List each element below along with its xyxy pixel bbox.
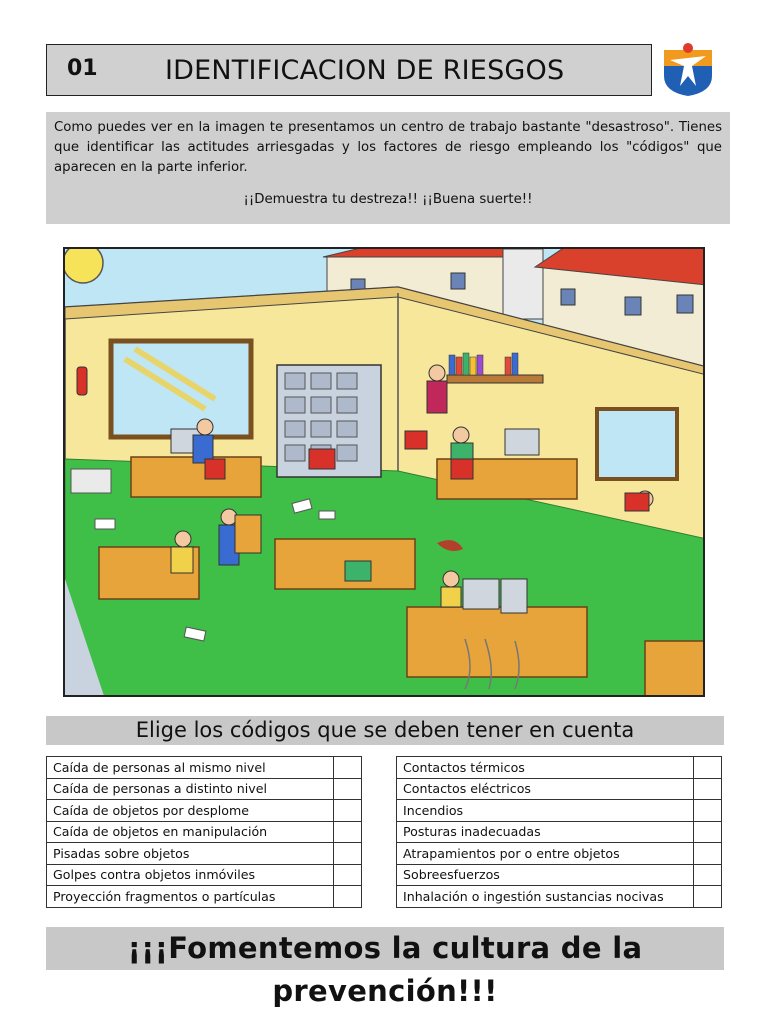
table-row [47,864,362,886]
sun-icon [65,249,103,283]
codes-table-right [396,756,722,908]
code-label: Inhalación o ingestión sustancias nocivas [397,886,694,908]
title-bar [46,44,652,96]
codes-heading: Elige los códigos que se deben tener en cuenta [46,716,724,745]
instructions-panel [46,112,730,224]
instructions-text: Como puedes ver en la imagen te presentamos un centro de trabajo bastante "desastroso". Tienes que identificar las actitudes arriesgadas y los factores de riesgo empleando los "códigos" que aparecen en la parte inferior. [54,120,722,175]
code-checkbox[interactable] [334,843,362,865]
code-checkbox[interactable] [694,821,722,843]
table-row [47,843,362,865]
code-checkbox[interactable] [334,800,362,822]
table-row [397,843,722,865]
code-checkbox[interactable] [694,800,722,822]
code-label: Golpes contra objetos inmóviles [47,864,334,886]
code-checkbox[interactable] [334,864,362,886]
code-label: Atrapamientos por o entre objetos [397,843,694,865]
code-label: Caída de objetos en manipulación [47,821,334,843]
code-checkbox[interactable] [334,757,362,779]
code-label: Incendios [397,800,694,822]
code-checkbox[interactable] [694,886,722,908]
code-label: Pisadas sobre objetos [47,843,334,865]
table-row [397,886,722,908]
code-checkbox[interactable] [334,778,362,800]
code-label: Caída de personas a distinto nivel [47,778,334,800]
table-row [47,821,362,843]
prevention-logo-icon [660,42,716,98]
sheet-number: 01 [67,56,98,81]
code-label: Caída de personas al mismo nivel [47,757,334,779]
table-row [47,778,362,800]
code-checkbox[interactable] [694,778,722,800]
table-row [397,757,722,779]
office-scene-drawing [65,249,705,697]
prevention-banner: ¡¡¡Fomentemos la cultura de la prevención!!! [46,927,724,970]
table-row [397,864,722,886]
code-label: Caída de objetos por desplome [47,800,334,822]
code-label: Proyección fragmentos o partículas [47,886,334,908]
table-row [47,800,362,822]
code-label: Posturas inadecuadas [397,821,694,843]
code-checkbox[interactable] [694,843,722,865]
table-row [397,800,722,822]
code-checkbox[interactable] [694,757,722,779]
code-checkbox[interactable] [694,864,722,886]
code-label: Contactos térmicos [397,757,694,779]
fire-extinguisher-icon [77,367,87,395]
codes-table-left [46,756,362,908]
good-luck-text: ¡¡Demuestra tu destreza!! ¡¡Buena suerte!! [243,192,533,207]
table-row [397,821,722,843]
code-checkbox[interactable] [334,886,362,908]
office-scene-illustration [63,247,705,697]
table-row [47,886,362,908]
code-checkbox[interactable] [334,821,362,843]
table-row [397,778,722,800]
code-label: Sobreesfuerzos [397,864,694,886]
page-title: IDENTIFICACION DE RIESGOS [165,55,565,86]
code-label: Contactos eléctricos [397,778,694,800]
table-row [47,757,362,779]
